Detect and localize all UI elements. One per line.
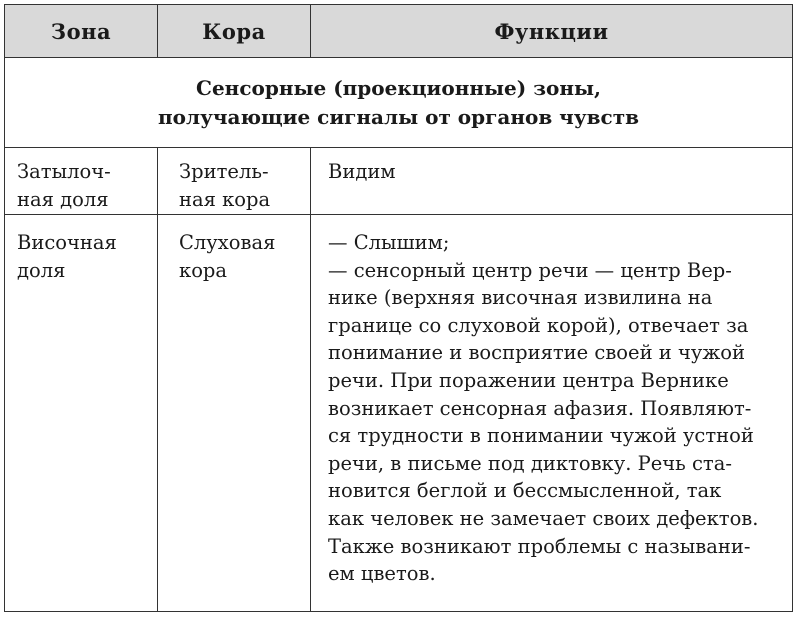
function-text-line: — Слышим; [328,231,450,254]
function-text-line: речи, в письме под диктовку. Речь ста- [328,451,732,475]
cell-zone [5,148,158,215]
table-row-occipital [5,148,793,215]
brain-zones-table [4,4,793,612]
header-zone: Зона [5,5,158,58]
zone-text-line: доля [17,258,66,282]
zone-text-line: ная доля [17,187,109,211]
function-text-line: возникает сенсорная афазия. Появляют- [328,396,752,420]
cortex-text-line: ная кора [179,187,271,211]
zone-text-line: Затылоч- [17,160,111,183]
table-header-row [5,5,793,58]
function-text-line: — сенсорный центр речи — центр Вер- [328,258,732,282]
cell-zone [5,215,158,612]
function-text-line: ем цветов. [328,562,436,586]
cell-functions [311,215,793,612]
function-text-line: ся трудности в понимании чужой устной [328,424,754,448]
cortex-text-line: Слуховая [179,231,276,254]
section-heading-row [5,58,793,148]
function-text-line: новится беглой и бессмысленной, так [328,479,722,503]
function-text-line: речи. При поражении центра Вернике [328,368,729,392]
header-functions: Функции [311,5,793,58]
function-text-line: Также возникают проблемы с называни- [328,534,751,558]
cell-functions [311,148,793,215]
cell-cortex [158,215,311,612]
function-text-line: как человек не замечает своих дефектов. [328,506,759,530]
zone-text-line: Височная [17,231,117,254]
header-cortex: Кора [158,5,311,58]
cortex-text-line: кора [179,258,228,282]
section-heading-line-2: получающие сигналы от органов чувств [157,104,639,129]
function-text-line: нике (верхняя височная извилина на [328,286,713,310]
section-heading-line-1: Сенсорные (проекционные) зоны, [196,75,601,100]
cortex-text-line: Зритель- [179,160,269,183]
function-text-line: Видим [328,160,396,183]
function-text-line: границе со слуховой корой), отвечает за [328,313,749,337]
table-row-temporal [5,215,793,612]
cell-cortex [158,148,311,215]
function-text-line: понимание и восприятие своей и чужой [328,341,746,365]
section-heading [5,58,793,148]
